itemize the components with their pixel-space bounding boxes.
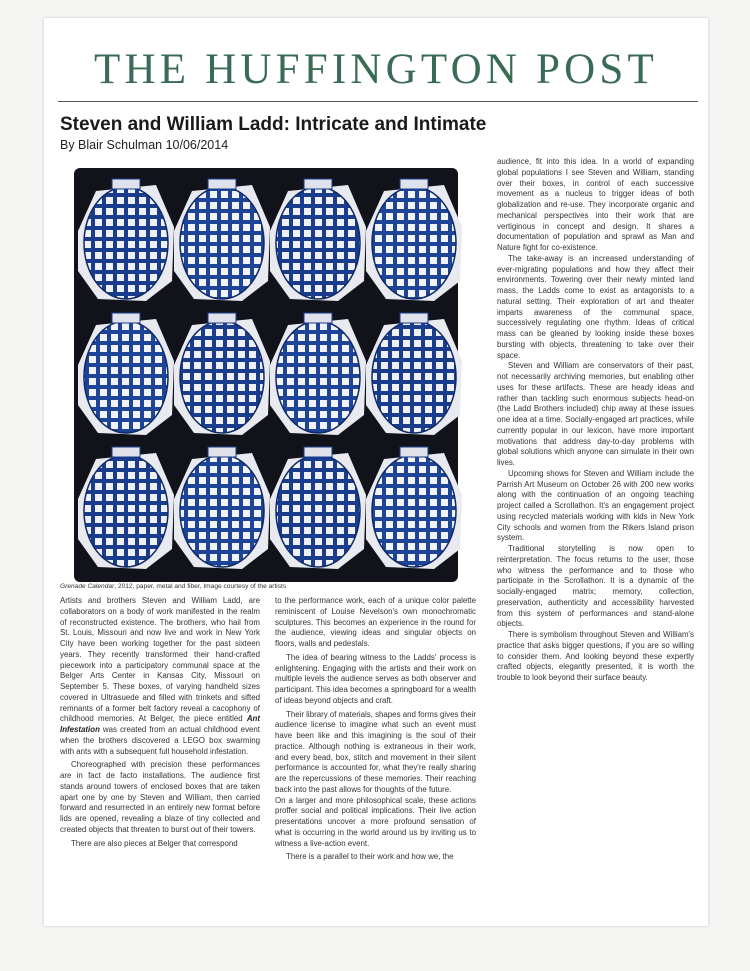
- paragraph: Traditional storytelling is now open to reinterpretation. The focus returns to the user, those who witness the performance and to those who participate in the Scrollathon. It is a dynamic of the socially-engaged matrix; memory, collection, preservation, authenticity and accessibility harvested from this system of performances and stand-alone objects.: [497, 544, 694, 629]
- grenade-body: [372, 455, 456, 567]
- paragraph: There are also pieces at Belger that correspond: [71, 838, 238, 848]
- paragraph: Choreographed with precision these performances are in fact de facto installations. The audience first stands around towers of enclosed boxes that are taken apart one by one by Steven and William, then carried forward and resurrected in an entirely new format before lids are opened, revealing a blaze of tiny collected and created objects that threaten to burst out of their towers.: [60, 760, 260, 834]
- article-column-3: [497, 157, 694, 684]
- article-column-1: [60, 596, 260, 849]
- paragraph: Steven and William are conservators of their past, not necessarily archiving memories, but enabling other uses for these artifacts. These are heady ideas and rather than tackling such enormous subjects head-on (the Ladd Brothers included) chip away at these issues one idea at a time. Socially-engaged art practices, while currently popular in our lexicon, have more important motivations that address day-to-day problems with global solutions which anyone can simulate in their own lives.: [497, 361, 694, 467]
- paragraph: audience, fit into this idea. In a world of expanding global populations I see Steven and William, standing over their boxes, in control of each successive movement as a nucleus to trigger ideas of both globalization and re-use. They incorporate organic and mechanical perspectives into their work that are vertiginous in concept and design. It shares a documentation of population and sprawl as Man and Nature fight for co-existence.: [497, 157, 694, 252]
- grenade-body: [372, 321, 456, 433]
- article-column-2: [275, 596, 476, 863]
- paragraph: The idea of bearing witness to the Ladds' process is enlightening. Engaging with the artists and their work on multiple levels the audience serves as both observer and participant. This idea becomes a springboard for a wealth of ideas beyond objects and craft.: [275, 652, 476, 705]
- grenade-body: [84, 187, 168, 299]
- paragraph: There is a parallel to their work and how we, the: [286, 852, 454, 862]
- paragraph: Artists and brothers Steven and William Ladd, are collaborators on a body of work manifested in the realm of reconstructed existence. The brothers, who hail from St. Louis, Missouri and now live and work in New York City have been working together for the past sixteen years. They recently transformed their hand-crafted piecework into a participatory communal space at the Belger Arts Center in Kansas City, Missouri on September 5. These boxes, of varying handheld sizes covered in Ultrasuede and filled with trinkets and sifted remnants of a former belt factory reveal a cacophony of childhood memories. At Belger, the piece entitled Ant Infestation was created from an actual childhood event when the brothers discovered a LEGO box swarming with ants with a subsequent full household infestation.: [60, 596, 260, 756]
- byline: By Blair Schulman 10/06/2014: [60, 138, 229, 152]
- paragraph: There is symbolism throughout Steven and William's practice that asks bigger questions, if you are so willing to consider them. And looking beyond these expertly crafted objects, elegantly presented, it is worth the trouble to look beyond their surface beauty.: [497, 630, 694, 682]
- grenade-body: [180, 321, 264, 433]
- grenade-body: [276, 321, 360, 433]
- caption-title: Grenade Calendar: [60, 583, 115, 590]
- grenade-body: [276, 455, 360, 567]
- grenade-cap: [400, 447, 428, 457]
- grenade-cap: [208, 447, 236, 457]
- grenade-body: [180, 455, 264, 567]
- paragraph: The take-away is an increased understanding of ever-migrating populations and how they affect their environments. Towering over their newly minted land mass, the Ladds come to exist as antagonists to a natural setting. Their exploration of art and theater imparts awareness of the communal space, successively regulating one rhythm. Ideas of critical mass can be gleaned by looking inside these boxes bursting with objects, threatening to take over their space.: [497, 253, 694, 360]
- grenade-cap: [304, 447, 332, 457]
- grenade-body: [276, 187, 360, 299]
- grenade-cap: [208, 179, 236, 189]
- paragraph: to the performance work, each of a unique color palette reminiscent of Louise Nevelson's own monochromatic sculptures. This becomes an experience in the round for the audience, viewing ideas and singular objects on floors, walls and pedestals.: [275, 596, 476, 648]
- image-caption: [60, 583, 490, 590]
- paragraph: Their library of materials, shapes and forms gives their audience license to imagine what such an event must have been like and this imagining is the soul of their practice. Although nothing is extraneous in their work, and every bead, box, stitch and movement in their silent performance is accounted for, what they're really sharing are the repercussions of these memories. Their reaching back into the past allows for thoughts of the future.: [275, 709, 476, 794]
- paragraph: Upcoming shows for Steven and William include the Parrish Art Museum on October 26 with 200 new works along with the continuation of an ongoing teaching project called a Scrollathon. It's an engagement project using recycled materials working with kids in New York City schools and women from the Rikers Island prison system.: [497, 468, 694, 543]
- masthead: THE HUFFINGTON POST: [94, 46, 658, 93]
- grenade-body: [180, 187, 264, 299]
- masthead-rule: [58, 101, 698, 102]
- grenade-cap: [400, 313, 428, 323]
- grenade-cap: [208, 313, 236, 323]
- grenade-body: [84, 455, 168, 567]
- article-headline: Steven and William Ladd: Intricate and Intimate: [60, 114, 487, 135]
- grenade-cap: [112, 179, 140, 189]
- grenade-cap: [112, 313, 140, 323]
- grenade-cap: [304, 179, 332, 189]
- grenade-cap: [400, 179, 428, 189]
- grenade-body: [84, 321, 168, 433]
- grenade-cap: [112, 447, 140, 457]
- grenade-body: [372, 187, 456, 299]
- paragraph: On a larger and more philosophical scale, these actions proffer social and political implications. Their live action presentations uncover a more profound sensation of what is occurring in the world around us by inviting us to witness a live-action event.: [275, 795, 476, 848]
- newspaper-page: [44, 18, 708, 926]
- grenade-cap: [304, 313, 332, 323]
- emphasis-title: Ant Infestation: [60, 714, 260, 734]
- grenade-calendar-artwork: [60, 162, 466, 590]
- caption-text: , 2012, paper, metal and fiber, Image courtesy of the artists: [114, 583, 287, 590]
- grenade-grid: [78, 179, 462, 569]
